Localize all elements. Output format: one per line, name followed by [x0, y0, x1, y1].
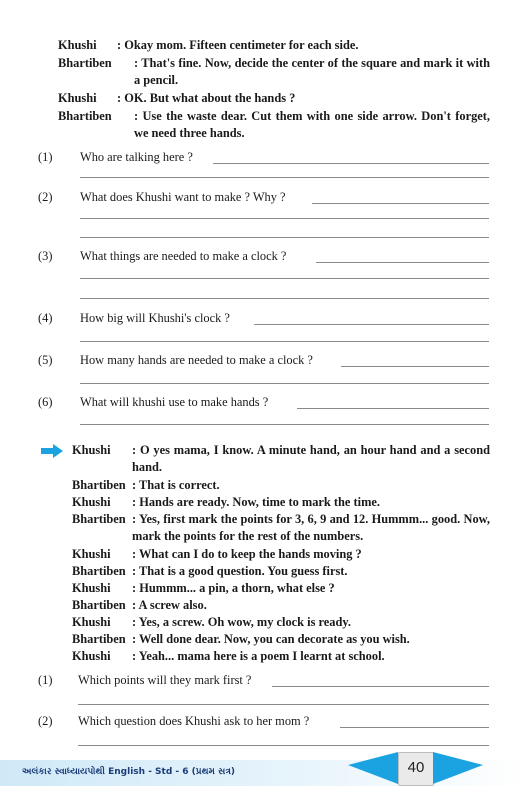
- question-text: How big will Khushi's clock ?: [80, 311, 230, 325]
- page-footer: [0, 752, 530, 795]
- book-title: અલંકાર સ્વાધ્યાયપોથી English - Std - 6 (પ્રથમ સત્ર): [22, 767, 235, 777]
- question-text: What will khushi use to make hands ?: [80, 395, 269, 409]
- question-number: (2): [38, 714, 53, 728]
- dialogue-line: [58, 90, 490, 107]
- left-triangle-decoration: [348, 752, 398, 788]
- answer-line[interactable]: [272, 686, 489, 687]
- speaker-name: Khushi: [72, 615, 111, 629]
- dialogue-line: [58, 108, 490, 142]
- answer-line[interactable]: [80, 177, 489, 178]
- question-text: What things are needed to make a clock ?: [80, 249, 287, 263]
- dialogue-text: : What can I do to keep the hands moving ?: [132, 547, 362, 561]
- speaker-name: Khushi: [58, 38, 97, 52]
- dialogue-text: : OK. But what about the hands ?: [117, 91, 296, 105]
- page-number: 40: [398, 752, 434, 786]
- dialogue-line: [72, 614, 490, 631]
- speaker-name: Bhartiben: [72, 512, 126, 526]
- dialogue-line: [72, 546, 490, 563]
- speaker-name: Bhartiben: [72, 598, 126, 612]
- answer-line[interactable]: [80, 298, 489, 299]
- answer-line[interactable]: [80, 383, 489, 384]
- dialogue-text: : A screw also.: [132, 598, 207, 612]
- answer-line[interactable]: [80, 237, 489, 238]
- question-text: Which points will they mark first ?: [78, 673, 252, 687]
- dialogue-line: [72, 563, 490, 580]
- dialogue-line: [72, 648, 490, 665]
- dialogue-line: [72, 580, 490, 597]
- dialogue-text: : Okay mom. Fifteen centimeter for each side.: [117, 38, 359, 52]
- answer-line[interactable]: [316, 262, 489, 263]
- dialogue-line: [72, 511, 490, 545]
- speaker-name: Khushi: [72, 495, 111, 509]
- dialogue-text: : Hands are ready. Now, time to mark the time.: [132, 495, 381, 509]
- answer-line[interactable]: [80, 341, 489, 342]
- question-text: Who are talking here ?: [80, 150, 193, 164]
- question-number: (1): [38, 150, 53, 164]
- right-triangle-decoration: [433, 752, 483, 788]
- speaker-name: Khushi: [72, 443, 111, 457]
- answer-line[interactable]: [80, 424, 489, 425]
- dialogue-text: : That is a good question. You guess first.: [132, 564, 348, 578]
- question-number: (4): [38, 311, 53, 325]
- dialogue-text: : Well done dear. Now, you can decorate as you wish.: [132, 632, 410, 646]
- question-number: (5): [38, 353, 53, 367]
- speaker-name: Bhartiben: [58, 56, 112, 70]
- speaker-name: Bhartiben: [72, 564, 126, 578]
- question-number: (3): [38, 249, 53, 263]
- dialogue-text: : That is correct.: [132, 478, 220, 492]
- answer-line[interactable]: [297, 408, 489, 409]
- dialogue-line: [58, 37, 490, 54]
- dialogue-line: [72, 597, 490, 614]
- dialogue-text: : O yes mama, I know. A minute hand, an hour hand and a second hand.: [132, 443, 490, 474]
- answer-line[interactable]: [80, 278, 489, 279]
- question-number: (2): [38, 190, 53, 204]
- dialogue-text: : Yes, first mark the points for 3, 6, 9 and 12. Hummm... good. Now, mark the points for the rest of the numbers.: [132, 512, 490, 543]
- dialogue-text: : Yeah... mama here is a poem I learnt at school.: [132, 649, 385, 663]
- speaker-name: Bhartiben: [72, 478, 126, 492]
- answer-line[interactable]: [341, 366, 489, 367]
- question-text: How many hands are needed to make a clock ?: [80, 353, 313, 367]
- question-number: (6): [38, 395, 53, 409]
- dialogue-line: [72, 494, 490, 511]
- speaker-name: Khushi: [72, 581, 111, 595]
- speaker-name: Khushi: [72, 649, 111, 663]
- speaker-name: Khushi: [58, 91, 97, 105]
- answer-line[interactable]: [312, 203, 489, 204]
- answer-line[interactable]: [213, 163, 489, 164]
- dialogue-line: [58, 55, 490, 89]
- answer-line[interactable]: [254, 324, 489, 325]
- answer-line[interactable]: [78, 704, 489, 705]
- dialogue-text: : That's fine. Now, decide the center of the square and mark it with a pencil.: [134, 56, 490, 87]
- dialogue-text: : Yes, a screw. Oh wow, my clock is ready.: [132, 615, 352, 629]
- dialogue-line: [72, 631, 490, 648]
- speaker-name: Bhartiben: [72, 632, 126, 646]
- dialogue-text: : Hummm... a pin, a thorn, what else ?: [132, 581, 335, 595]
- answer-line[interactable]: [340, 727, 489, 728]
- question-number: (1): [38, 673, 53, 687]
- answer-line[interactable]: [80, 218, 489, 219]
- answer-line[interactable]: [78, 745, 489, 746]
- dialogue-text: : Use the waste dear. Cut them with one side arrow. Don't forget, we need three hands.: [134, 109, 490, 140]
- speaker-name: Bhartiben: [58, 109, 112, 123]
- arrow-right-icon: [40, 443, 64, 459]
- speaker-name: Khushi: [72, 547, 111, 561]
- question-text: Which question does Khushi ask to her mom ?: [78, 714, 310, 728]
- question-text: What does Khushi want to make ? Why ?: [80, 190, 286, 204]
- dialogue-line: [72, 442, 490, 476]
- dialogue-line: [72, 477, 490, 494]
